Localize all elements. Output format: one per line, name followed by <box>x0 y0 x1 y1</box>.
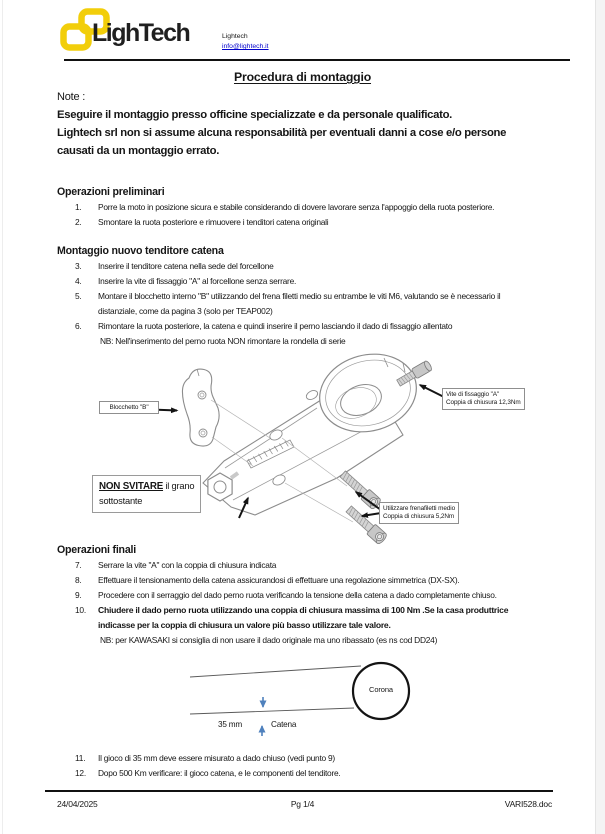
item-text: Serrare la vite "A" con la coppia di chiusura indicata <box>98 560 277 570</box>
section-heading-finali: Operazioni finali <box>57 544 137 556</box>
tensioner-assembly-diagram <box>85 350 555 548</box>
warning-callout-rest: il grano <box>163 481 195 491</box>
warning-paragraph <box>57 106 506 160</box>
item-text: Inserire la vite di fissaggio "A" al forcellone senza serrare. <box>98 276 297 286</box>
callout-vite-a-line2: Coppia di chiusura 12,3Nm <box>446 398 521 406</box>
header-rule <box>64 59 570 61</box>
warning-callout-line2: sottostante <box>99 496 143 507</box>
warning-line: Eseguire il montaggio presso officine specializzate e da personale qualificato. <box>57 109 453 121</box>
list-item <box>75 319 537 334</box>
item-number: 7. <box>75 560 82 570</box>
item-text: Il gioco di 35 mm deve essere misurato a dado chiuso (vedi punto 9) <box>98 753 335 763</box>
gap-measure-label: 35 mm <box>218 720 243 729</box>
callout-vite-a <box>442 388 525 410</box>
item-number: 9. <box>75 590 82 600</box>
list-item <box>75 200 537 215</box>
item-text: Procedere con il serraggio del dado perno ruota verificando la tensione della catena a dado completamente chiuso. <box>98 590 497 600</box>
page-right-edge <box>595 0 605 834</box>
list-item <box>75 215 537 230</box>
list-item <box>75 274 537 289</box>
finali-list <box>75 558 537 648</box>
final-checks-list <box>75 751 537 781</box>
corona-label: Corona <box>369 685 393 694</box>
warning-line: causati da un montaggio errato. <box>57 145 220 157</box>
item-text: Effettuare il tensionamento della catena assicurandosi di effettuare una regolazione simmetrica (DX-SX). <box>98 575 460 585</box>
page-left-edge <box>2 0 3 834</box>
item-text: Dopo 500 Km verificare: il gioco catena, e le componenti del tenditore. <box>98 768 341 778</box>
item-text: Inserire il tenditore catena nella sede del forcellone <box>98 261 274 271</box>
callout-frenafiletti <box>379 502 459 524</box>
footer-rule <box>45 790 553 792</box>
chain-slack-diagram <box>140 650 450 750</box>
list-item <box>75 588 537 603</box>
list-item <box>75 751 537 766</box>
catena-label: Catena <box>271 720 297 729</box>
item-number: 2. <box>75 217 82 227</box>
footer-doc-name: VARI528.doc <box>504 799 552 809</box>
item-text-bold: Chiudere il dado perno ruota utilizzando una coppia di chiusura massima di 100 Nm .Se la casa produttrice indicasse per la coppia di chiusura un valore più basso utilizzare tale valore. <box>98 605 509 630</box>
item-number: 8. <box>75 575 82 585</box>
footer-date: 24/04/2025 <box>57 799 98 809</box>
item-number: 4. <box>75 276 82 286</box>
list-item <box>75 259 537 274</box>
header-contact <box>222 32 269 52</box>
email-link[interactable]: info@lightech.it <box>222 43 269 50</box>
item-number: 1. <box>75 202 82 212</box>
list-item <box>75 603 537 633</box>
callout-blocchetto: Blocchetto "B" <box>99 401 159 414</box>
section-heading-preliminari: Operazioni preliminari <box>57 186 165 198</box>
warning-callout <box>92 475 201 513</box>
item-number: 6. <box>75 321 82 331</box>
item-text: Smontare la ruota posteriore e rimuovere i tenditori catena originali <box>98 217 329 227</box>
section-heading-montaggio: Montaggio nuovo tenditore catena <box>57 245 224 257</box>
footer-page-number: Pg 1/4 <box>290 799 315 809</box>
callout-frenafiletti-line2: Coppia di chiusura 5,2Nm <box>383 512 455 520</box>
item-number: 3. <box>75 261 82 271</box>
item-note: NB: Nell'inserimento del perno ruota NON rimontare la rondella di serie <box>100 336 346 346</box>
callout-vite-a-line1: Vite di fissaggio "A" <box>446 390 500 398</box>
note-label: Note : <box>57 91 86 103</box>
tensioner-technical-drawing-icon <box>85 350 555 548</box>
item-note: NB: per KAWASAKI si consiglia di non usare il dado originale ma uno ribassato (es ns cod DD24) <box>100 635 438 645</box>
item-number: 11. <box>75 753 86 763</box>
item-text: Rimontare la ruota posteriore, la catena e quindi inserire il perno lasciando il dado di fissaggio allentato <box>98 321 453 331</box>
warning-callout-bold: NON SVITARE <box>99 481 164 492</box>
montaggio-list <box>75 259 537 349</box>
company-name: Lightech <box>222 33 248 40</box>
page-title: Procedura di montaggio <box>233 70 372 84</box>
callout-frenafiletti-line1: Utilizzare frenafiletti medio <box>383 504 456 512</box>
list-item <box>75 289 537 319</box>
list-item <box>75 558 537 573</box>
item-text: Montare il blocchetto interno "B" utilizzando del frena filetti medio su entrambe le viti M6, valutando se è necessario il distanziale, come da pagina 3 (solo per TEAP002) <box>98 291 501 316</box>
item-number: 12. <box>75 768 86 778</box>
warning-line: Lightech srl non si assume alcuna responsabilità per eventuali danni a cose e/o persone <box>57 127 507 139</box>
list-item <box>75 766 537 781</box>
logo-wordmark: LighTech <box>92 19 190 47</box>
item-text: Porre la moto in posizione sicura e stabile considerando di dovere lavorare senza l'appoggio della ruota posteriore. <box>98 202 495 212</box>
list-item <box>75 573 537 588</box>
prelim-list <box>75 200 537 230</box>
item-number: 5. <box>75 291 82 301</box>
warning-callout-line1 <box>99 479 194 494</box>
item-number: 10. <box>75 605 86 615</box>
chain-slack-drawing-icon <box>140 650 450 750</box>
